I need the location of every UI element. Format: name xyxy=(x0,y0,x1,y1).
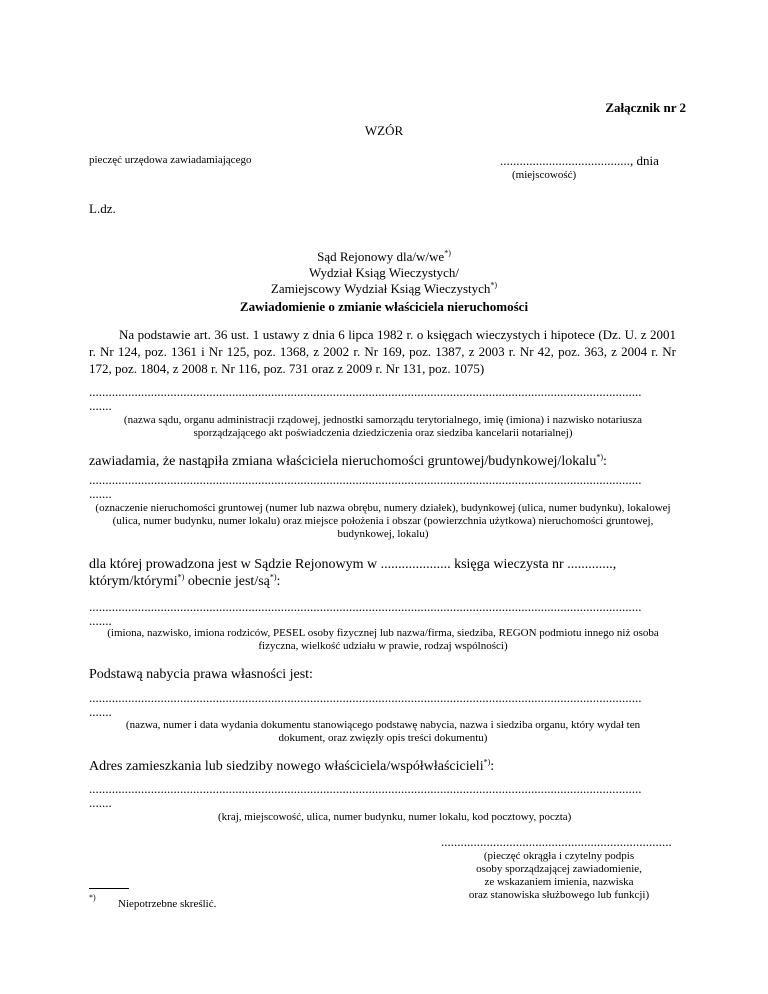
s2-caption: (oznaczenie nieruchomości gruntowej (numer lub nazwa obrębu, numery działek), budynkowej (ulica, numer budynku), lokalowej (ulica, numer budynku, numer lokalu) oraz miejsce położenia i obszar (powierzchnia użytkowa) nieruchomości gruntowej, budynkowej, lokalu) xyxy=(95,502,671,540)
s3-text-1: dla której prowadzona jest w Sądzie Rejonowym w .................... księga wieczysta nr ............., xyxy=(89,557,617,572)
s4-dotted-short: ....... xyxy=(89,704,112,719)
stamp-label: pieczęć urzędowa zawiadamiającego xyxy=(89,154,252,166)
s5-mark: *) xyxy=(483,757,491,767)
s2-dotted-short: ....... xyxy=(89,486,112,501)
s2-mark: *) xyxy=(596,452,603,462)
s4-dotted-line: .......................................................................................................................................................................... xyxy=(89,690,642,705)
footnote-text: Niepotrzebne skreślić. xyxy=(118,898,217,910)
signature-line-4: oraz stanowiska służbowego lub funkcji) xyxy=(468,889,650,901)
s5-dotted-line: .......................................................................................................................................................................... xyxy=(89,781,642,796)
document-title: Zawiadomienie o zmianie właściciela nieruchomości xyxy=(239,299,529,314)
s3-caption: (imiona, nazwisko, imiona rodziców, PESEL osoby fizycznej lub nazwa/firma, siedziba, REGON podmiotu innego niż osoba fizyczna, wielkość udziału w prawie, rodzaj wspólności) xyxy=(107,627,659,652)
signature-line-1: (pieczęć okrągła i czytelny podpis xyxy=(483,850,635,862)
legal-basis: Na podstawie art. 36 ust. 1 ustawy z dnia 6 lipca 1982 r. o księgach wieczystych i hipotece (Dz. U. z 2001 r. Nr 124, poz. 1361 i Nr 125, poz. 1368, z 2002 r. Nr 169, poz. 1387, z 2003 r. Nr 42, poz. 363, z 2004 r. Nr 172, poz. 1804, z 2008 r. Nr 116, poz. 731 oraz z 2009 r. Nr 131, poz. 1075) xyxy=(89,327,676,376)
s3-mark-2: *) xyxy=(269,572,277,582)
court-line-1: Sąd Rejonowy dla/w/we*) xyxy=(317,248,451,264)
s2-text: zawiadamia, że nastąpiła zmiana właściciela nieruchomości gruntowej/budynkowej/lokalu*): xyxy=(89,452,607,469)
s5-dotted-short: ....... xyxy=(89,795,112,810)
s5-text: Adres zamieszkania lub siedziby nowego właściciela/współwłaścicieli*): xyxy=(89,757,495,774)
s3-text-2: którym/którymi*) obecnie jest/są*): xyxy=(89,572,281,589)
s3-mark-1: *) xyxy=(177,572,185,582)
signature-line-3: ze wskazaniem imienia, nazwiska xyxy=(484,876,634,888)
s1-dotted-short: ....... xyxy=(89,398,112,413)
s1-dotted-line: .......................................................................................................................................................................... xyxy=(89,384,642,399)
attachment-label: Załącznik nr 2 xyxy=(605,100,686,115)
signature-caption xyxy=(441,850,677,902)
court-line-3: Zamiejscowy Wydział Ksiąg Wieczystych*) xyxy=(270,280,498,296)
place-caption: (miejscowość) xyxy=(512,169,577,181)
ldz-label: L.dz. xyxy=(89,201,116,216)
s4-text: Podstawą nabycia prawa własności jest: xyxy=(89,667,313,682)
place-date-field: ........................................, dnia xyxy=(500,153,659,168)
court-line-3-mark: *) xyxy=(490,280,498,290)
footnote-mark: *) xyxy=(89,893,96,902)
template-label: WZÓR xyxy=(364,123,404,138)
s1-caption: (nazwa sądu, organu administracji rządowej, jednostki samorządu terytorialnego, imię (imiona) i nazwisko notariusza sporządzającego akt poświadczenia dziedziczenia oraz siedziba kancelarii notarialnej) xyxy=(123,414,643,439)
footnote-divider xyxy=(89,888,129,889)
signature-dots: ....................................................................... xyxy=(441,834,672,849)
signature-line-2: osoby sporządzającej zawiadomienie, xyxy=(476,863,642,875)
s3-dotted-line: .......................................................................................................................................................................... xyxy=(89,599,642,614)
s4-caption: (nazwa, numer i data wydania dokumentu stanowiącego podstawę nabycia, nazwa i siedziba organu, który wydał ten dokument, oraz zwięzły opis treści dokumentu) xyxy=(125,719,641,744)
s5-caption: (kraj, miejscowość, ulica, numer budynku, numer lokalu, kod pocztowy, poczta) xyxy=(218,811,572,823)
court-block xyxy=(184,249,584,297)
s3-dotted-short: ....... xyxy=(89,613,112,628)
s2-dotted-line: .......................................................................................................................................................................... xyxy=(89,472,642,487)
court-line-2: Wydział Ksiąg Wieczystych/ xyxy=(308,265,460,280)
court-line-1-mark: *) xyxy=(444,248,451,258)
